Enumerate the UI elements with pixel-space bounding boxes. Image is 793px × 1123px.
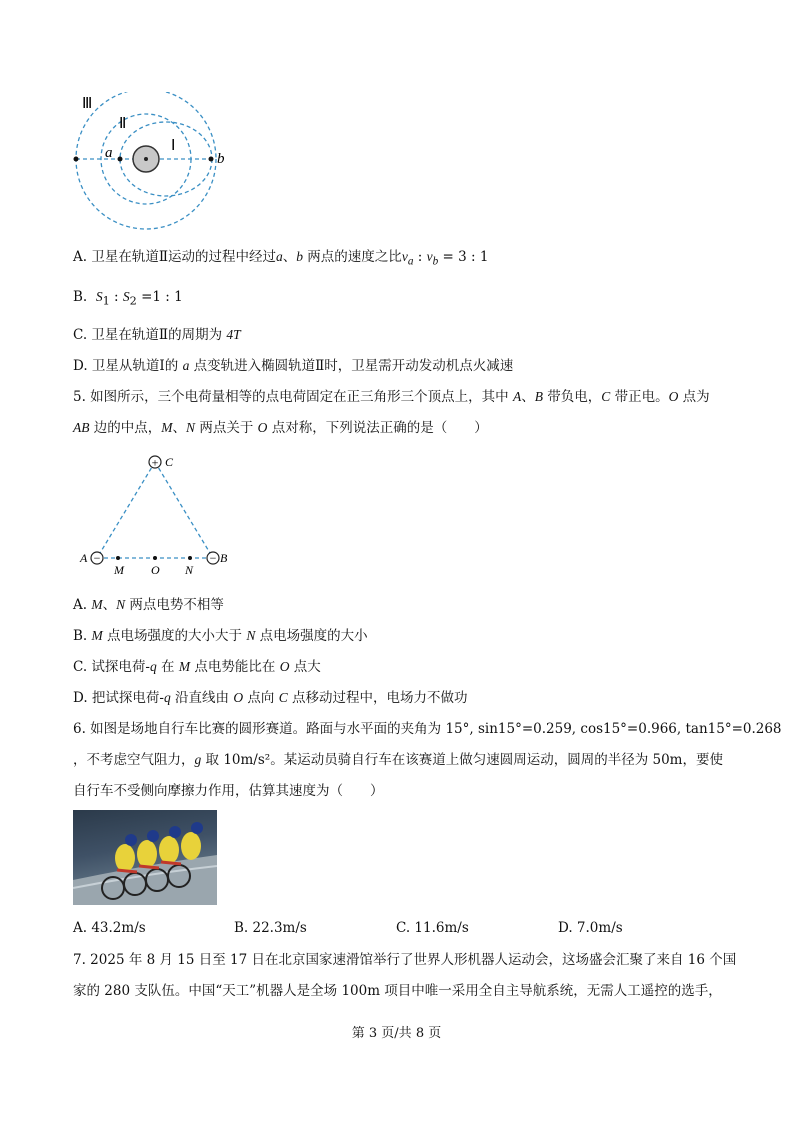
label-III: Ⅲ <box>82 96 93 112</box>
q5-option-d: D. 把试探电荷-q 沿直线由 O 点向 C 点移动过程中，电场力不做功 <box>73 690 468 706</box>
q6-stem-line1: 6. 如图是场地自行车比赛的圆形赛道。路面与水平面的夹角为 15°, sin15°=0.259, cos15°=0.966, tan15°=0.268 <box>73 721 782 737</box>
label-O: O <box>151 563 160 577</box>
q4-option-b: B. $S_1$ : $S_2 =1$ : 1 <box>73 289 183 308</box>
q6-stem-line3: 自行车不受侧向摩擦力作用，估算其速度为（ ） <box>73 783 384 799</box>
q5-option-a: A. M、N 两点电势不相等 <box>73 597 224 613</box>
q6-option-a: A. 43.2m/s <box>73 920 146 936</box>
q5-option-c: C. 试探电荷-q 在 M 点电势能比在 O 点大 <box>73 659 321 675</box>
label-A: A <box>80 551 88 565</box>
q7-stem-line1: 7. 2025 年 8 月 15 日至 17 日在北京国家速滑馆举行了世界人形机器人运动会，这场盛会汇聚了来自 16 个国 <box>73 952 737 968</box>
label-C: C <box>165 455 174 469</box>
label-I: Ⅰ <box>171 138 176 154</box>
q5-stem-line1: 5. 如图所示，三个电荷量相等的点电荷固定在正三角形三个顶点上，其中 A、B 带负电，C 带正电。O 点为 <box>73 389 710 405</box>
q4-option-c: C. 卫星在轨道Ⅱ的周期为 4T <box>73 327 241 343</box>
minus-sign-b: − <box>209 551 217 565</box>
minus-sign-a: − <box>93 551 101 565</box>
cycling-track-photo <box>73 810 217 905</box>
q6-stem-line2: ，不考虑空气阻力，g 取 10m/s²。某运动员骑自行车在该赛道上做匀速圆周运动，圆周的半径为 50m，要使 <box>73 752 723 768</box>
q6-option-d: D. 7.0m/s <box>558 920 623 936</box>
label-b: b <box>217 151 225 167</box>
q5-stem-line2: AB 边的中点，M、N 两点关于 O 点对称，下列说法正确的是（ ） <box>73 420 488 436</box>
label-M: M <box>114 563 124 577</box>
q5-option-b: B. M 点电场强度的大小大于 N 点电场强度的大小 <box>73 628 368 644</box>
plus-sign: + <box>151 455 159 470</box>
label-II: Ⅱ <box>119 116 127 132</box>
q6-option-b: B. 22.3m/s <box>234 920 307 936</box>
label-B: B <box>220 551 228 565</box>
q6-option-c: C. 11.6m/s <box>396 920 469 936</box>
label-a: a <box>105 145 113 161</box>
charge-triangle-diagram <box>76 450 236 578</box>
q7-stem-line2: 家的 280 支队伍。中国“天工”机器人是全场 100m 项目中唯一采用全自主导航系统，无需人工遥控的选手， <box>73 983 722 999</box>
orbit-diagram <box>70 92 240 232</box>
label-N: N <box>185 563 194 577</box>
page-footer: 第 3 页/共 8 页 <box>351 1026 442 1041</box>
q4-option-d: D. 卫星从轨道Ⅰ的 a 点变轨进入椭圆轨道Ⅱ时，卫星需开动发动机点火减速 <box>73 358 514 374</box>
q4-option-a: A. 卫星在轨道Ⅱ运动的过程中经过a、b 两点的速度之比$v_a$ : $v_b = 3$ : 1 <box>73 249 489 268</box>
